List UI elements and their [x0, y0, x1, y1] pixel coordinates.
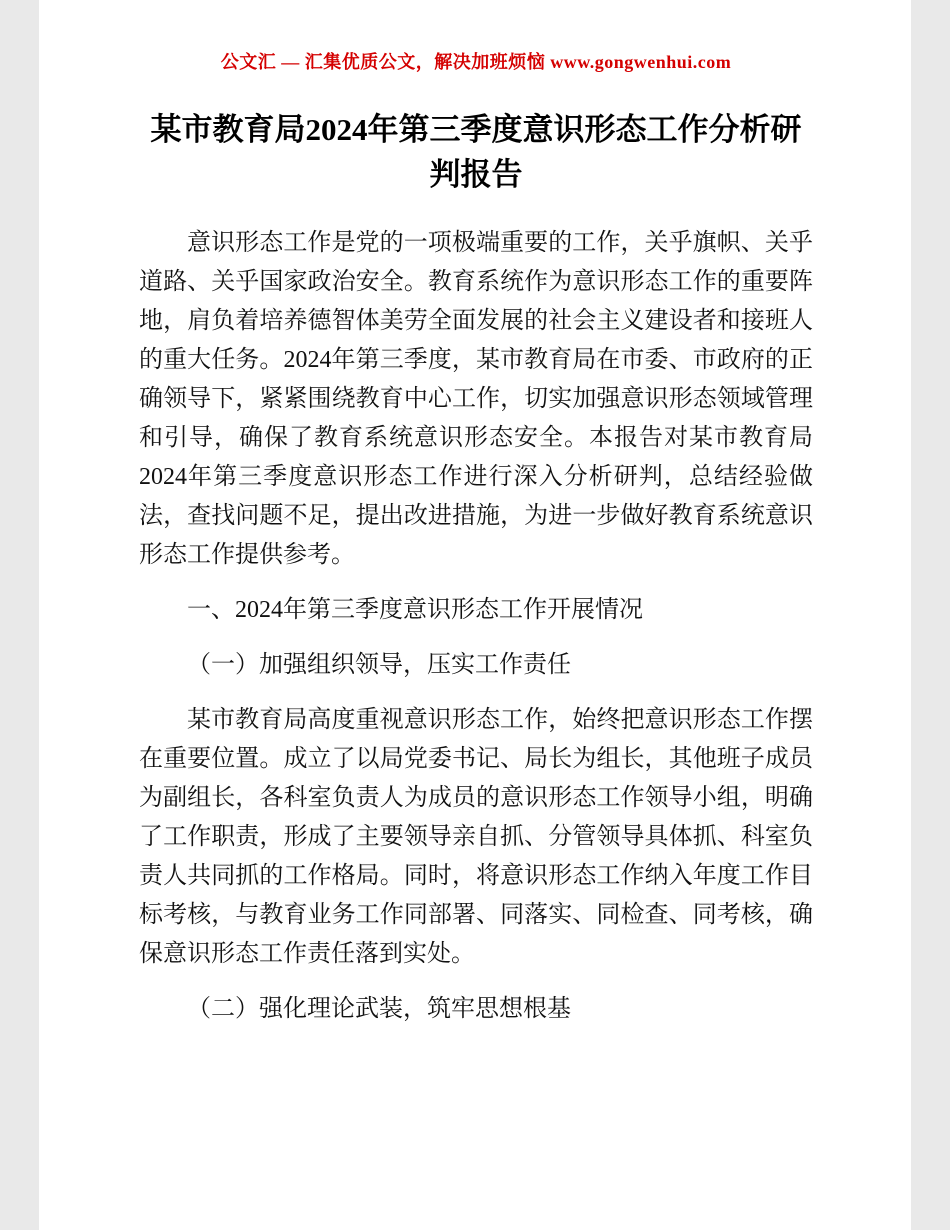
sub-heading: （二）强化理论武装，筑牢思想根基: [187, 995, 571, 1022]
section-heading: 一、2024年第三季度意识形态工作开展情况: [187, 596, 643, 623]
paragraph: 某市教育局高度重视意识形态工作，始终把意识形态工作摆在重要位置。成立了以局党委书记、局长为组长，其他班子成员为副组长，各科室负责人为成员的意识形态工作领导小组，明确了工作职责，形成了主要领导亲自抓、分管领导具体抓、科室负责人共同抓的工作格局。同时，将意识形态工作纳入年度工作目标考核，与教育业务工作同部署、同落实、同检查、同考核，确保意识形态工作责任落到实处。: [139, 706, 813, 967]
sub-heading: （一）加强组织领导，压实工作责任: [187, 651, 571, 678]
watermark-header: 公文汇 — 汇集优质公文，解决加班烦恼 www.gongwenhui.com: [220, 52, 732, 72]
document-body: [139, 224, 813, 1029]
paragraph: 意识形态工作是党的一项极端重要的工作，关乎旗帜、关乎道路、关乎国家政治安全。教育系统作为意识形态工作的重要阵地，肩负着培养德智体美劳全面发展的社会主义建设者和接班人的重大任务。2024年第三季度，某市教育局在市委、市政府的正确领导下，紧紧围绕教育中心工作，切实加强意识形态领域管理和引导，确保了教育系统意识形态安全。本报告对某市教育局2024年第三季度意识形态工作进行深入分析研判，总结经验做法，查找问题不足，提出改进措施，为进一步做好教育系统意识形态工作提供参考。: [139, 229, 813, 568]
document-page: [39, 0, 911, 1230]
document-title: 某市教育局2024年第三季度意识形态工作分析研判报告: [150, 112, 802, 192]
